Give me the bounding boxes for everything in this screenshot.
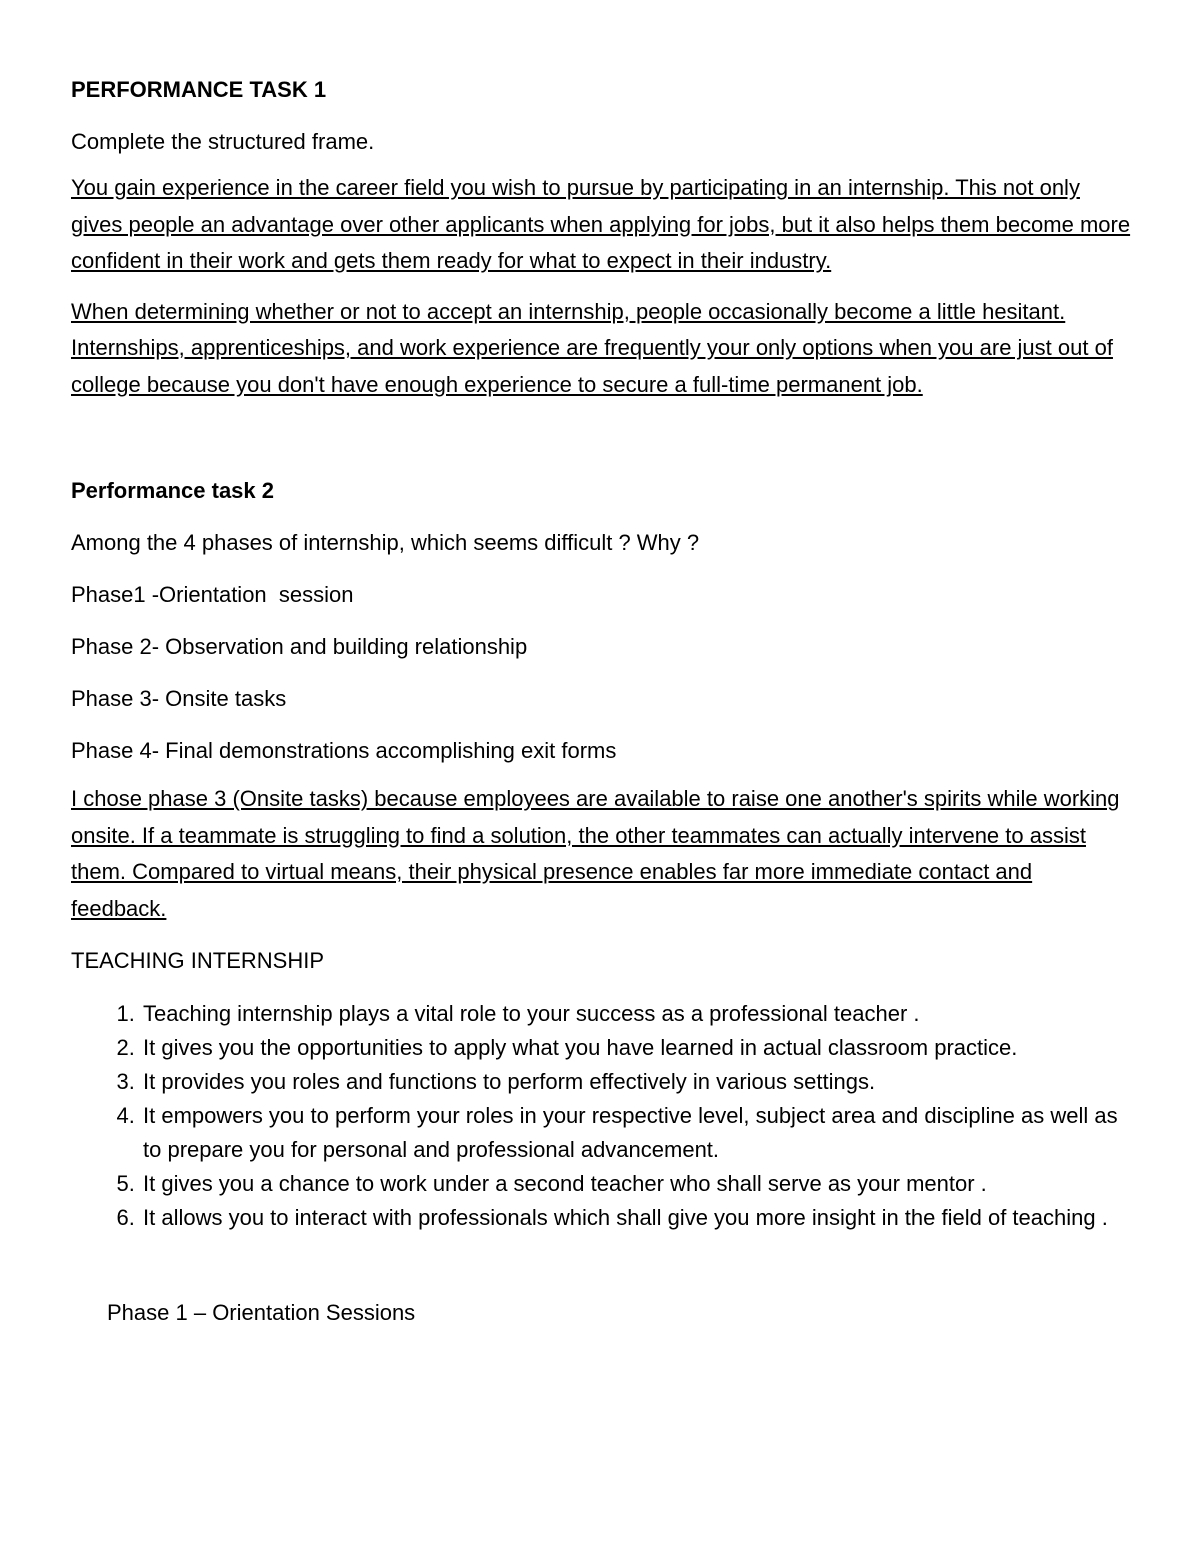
list-item: 6. It allows you to interact with professionals which shall give you more insight in the field of teaching . bbox=[141, 1201, 1131, 1235]
teaching-heading: TEACHING INTERNSHIP bbox=[71, 948, 325, 973]
phase-item: Phase 2- Observation and building relationship bbox=[71, 634, 528, 659]
task1-instruction: Complete the structured frame. bbox=[71, 129, 375, 154]
task1-heading: PERFORMANCE TASK 1 bbox=[71, 77, 327, 102]
list-item: 1. Teaching internship plays a vital role to your success as a professional teacher . bbox=[141, 997, 1131, 1031]
task1-answer-paragraph-2: When determining whether or not to accept an internship, people occasionally become a little hesitant. Internships, apprenticeships, and work experience are frequently your only options when you are just out of college because you don't have enough experience to secure a full-time permanent job. bbox=[71, 298, 1113, 397]
phase-item: Phase1 -Orientation session bbox=[71, 582, 354, 607]
document-page bbox=[71, 76, 1131, 1327]
list-item: 2. It gives you the opportunities to apply what you have learned in actual classroom practice. bbox=[141, 1031, 1131, 1065]
list-item: 5. It gives you a chance to work under a second teacher who shall serve as your mentor . bbox=[141, 1167, 1131, 1201]
task2-answer: I chose phase 3 (Onsite tasks) because employees are available to raise one another's spirits while working onsite. If a teammate is struggling to find a solution, the other teammates can actually intervene to assist them. Compared to virtual means, their physical presence enables far more immediate contact and feedback. bbox=[71, 786, 1120, 921]
teaching-internship-list bbox=[71, 997, 1131, 1235]
list-item: 3. It provides you roles and functions to perform effectively in various settings. bbox=[141, 1065, 1131, 1099]
phase-1-heading: Phase 1 – Orientation Sessions bbox=[107, 1300, 416, 1325]
task2-heading: Performance task 2 bbox=[71, 478, 274, 503]
phase-item: Phase 4- Final demonstrations accomplishing exit forms bbox=[71, 738, 617, 763]
task1-answer-paragraph-1: You gain experience in the career field you wish to pursue by participating in an internship. This not only gives people an advantage over other applicants when applying for jobs, but it also helps them become more confident in their work and gets them ready for what to expect in their industry. bbox=[71, 175, 1131, 273]
phase-item: Phase 3- Onsite tasks bbox=[71, 686, 287, 711]
list-item: 4. It empowers you to perform your roles in your respective level, subject area and discipline as well as to prepare you for personal and professional advancement. bbox=[141, 1099, 1131, 1167]
task2-question: Among the 4 phases of internship, which seems difficult ? Why ? bbox=[71, 530, 700, 555]
